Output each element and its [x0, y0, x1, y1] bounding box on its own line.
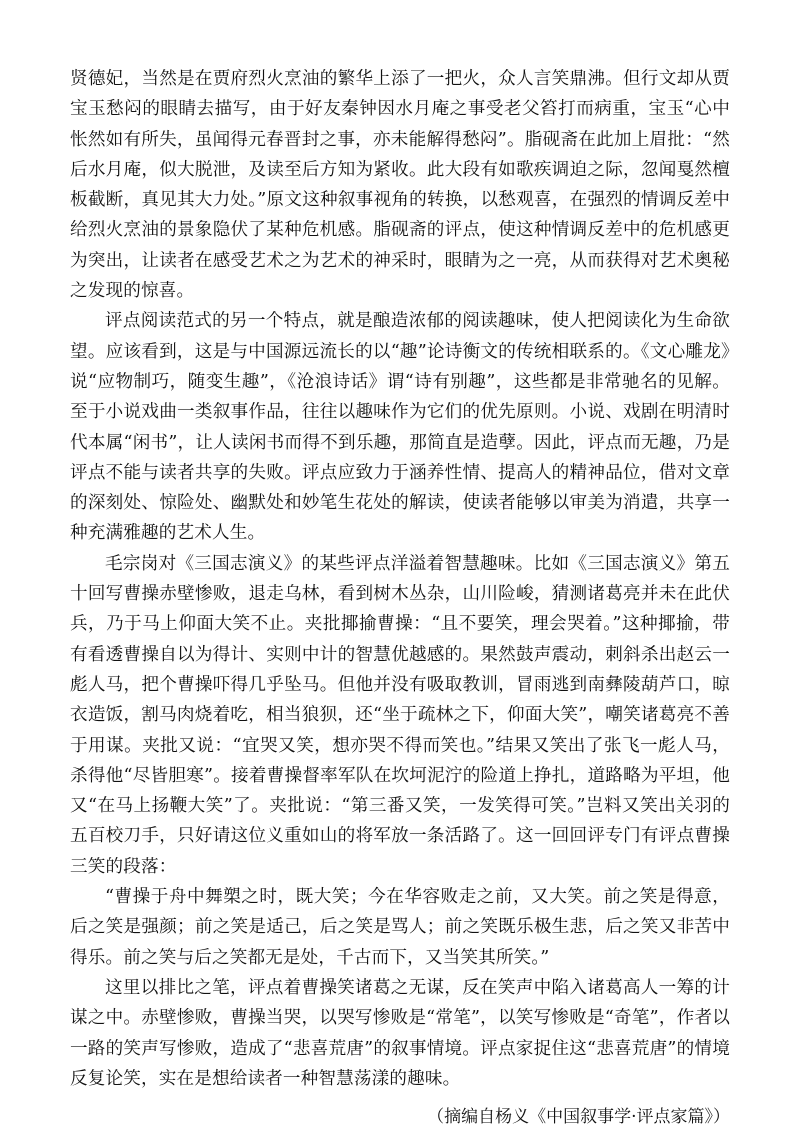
source-citation: （摘编自杨义《中国叙事学·评点家篇》）	[427, 1107, 730, 1128]
paragraph-3: 毛宗岗对《三国志演义》的某些评点洋溢着智慧趣味。比如《三国志演义》第五十回写曹操赤壁惨败，退走乌林，看到树木丛杂，山川险峻，猜测诸葛亮并未在此伏兵，乃于马上仰面大笑不止。夹批揶揄曹操：“且不要笑，理会哭着。”这种揶揄，带有看透曹操自以为得计、实则中计的智慧优越感的。果然鼓声震动，刺斜杀出赵云一彪人马，把个曹操吓得几乎坠马。但他并没有吸取教训，冒雨逃到南彝陵葫芦口，晾衣造饭，割马肉烧着吃，相当狼狈，还“坐于疏林之下，仰面大笑”，嘲笑诸葛亮不善于用谋。夹批又说：“宜哭又笑，想亦哭不得而笑也。”结果又笑出了张飞一彪人马，杀得他“尽皆胆寒”。接着曹操督率军队在坎坷泥泞的险道上挣扎，道路略为平坦，他又“在马上扬鞭大笑”了。夹批说：“第三番又笑，一发笑得可笑。”岂料又笑出关羽的五百校刀手，只好请这位义重如山的将军放一条活路了。这一回回评专门有评点曹操三笑的段落：	[70, 553, 730, 877]
paragraph-1: 贤德妃，当然是在贾府烈火烹油的繁华上添了一把火，众人言笑鼎沸。但行文却从贾宝玉愁闷的眼睛去描写，由于好友秦钟因水月庵之事受老父笞打而病重，宝玉“心中怅然如有所失，虽闻得元春晋封之事，亦未能解得愁闷”。脂砚斋在此加上眉批：“然后水月庵，似大脱泄，及读至后方知为紧收。此大段有如歌疾调迫之际，忽闻戛然檀板截断，真见其大力处。”原文这种叙事视角的转换，以愁观喜，在强烈的情调反差中给烈火烹油的景象隐伏了某种危机感。脂砚斋的评点，使这种情调反差中的危机感更为突出，让读者在感受艺术之为艺术的神采时，眼睛为之一亮，从而获得对艺术奥秘之发现的惊喜。	[70, 69, 730, 302]
quoted-commentary: “曹操于舟中舞槊之时，既大笑；今在华容败走之前，又大笑。前之笑是得意，后之笑是强颜；前之笑是适己，后之笑是骂人；前之笑既乐极生悲，后之笑又非苦中得乐。前之笑与后之笑都无是处，千古而下，又当笑其所笑。”	[70, 887, 730, 968]
document-page	[70, 64, 730, 1134]
paragraph-2: 评点阅读范式的另一个特点，就是酿造浓郁的阅读趣味，使人把阅读化为生命欲望。应该看到，这是与中国源远流长的以“趣”论诗衡文的传统相联系的。《文心雕龙》说“应物制巧，随变生趣”，《沧浪诗话》谓“诗有别趣”，这些都是非常驰名的见解。至于小说戏曲一类叙事作品，往往以趣味作为它们的优先原则。小说、戏剧在明清时代本属“闲书”，让人读闲书而得不到乐趣，那简直是造孽。因此，评点而无趣，乃是评点不能与读者共享的失败。评点应致力于涵养性情、提高人的精神品位，借对文章的深刻处、惊险处、幽默处和妙笔生花处的解读，使读者能够以审美为消遣，共享一种充满雅趣的艺术人生。	[70, 311, 730, 544]
paragraph-closing: 这里以排比之笔，评点着曹操笑诸葛之无谋，反在笑声中陷入诸葛高人一筹的计谋之中。赤壁惨败，曹操当哭，以哭写惨败是“常笔”，以笑写惨败是“奇笔”，作者以一路的笑声写惨败，造成了“悲喜荒唐”的叙事情境。评点家捉住这“悲喜荒唐”的情境反复论笑，实在是想给读者一种智慧荡漾的趣味。	[70, 977, 730, 1089]
